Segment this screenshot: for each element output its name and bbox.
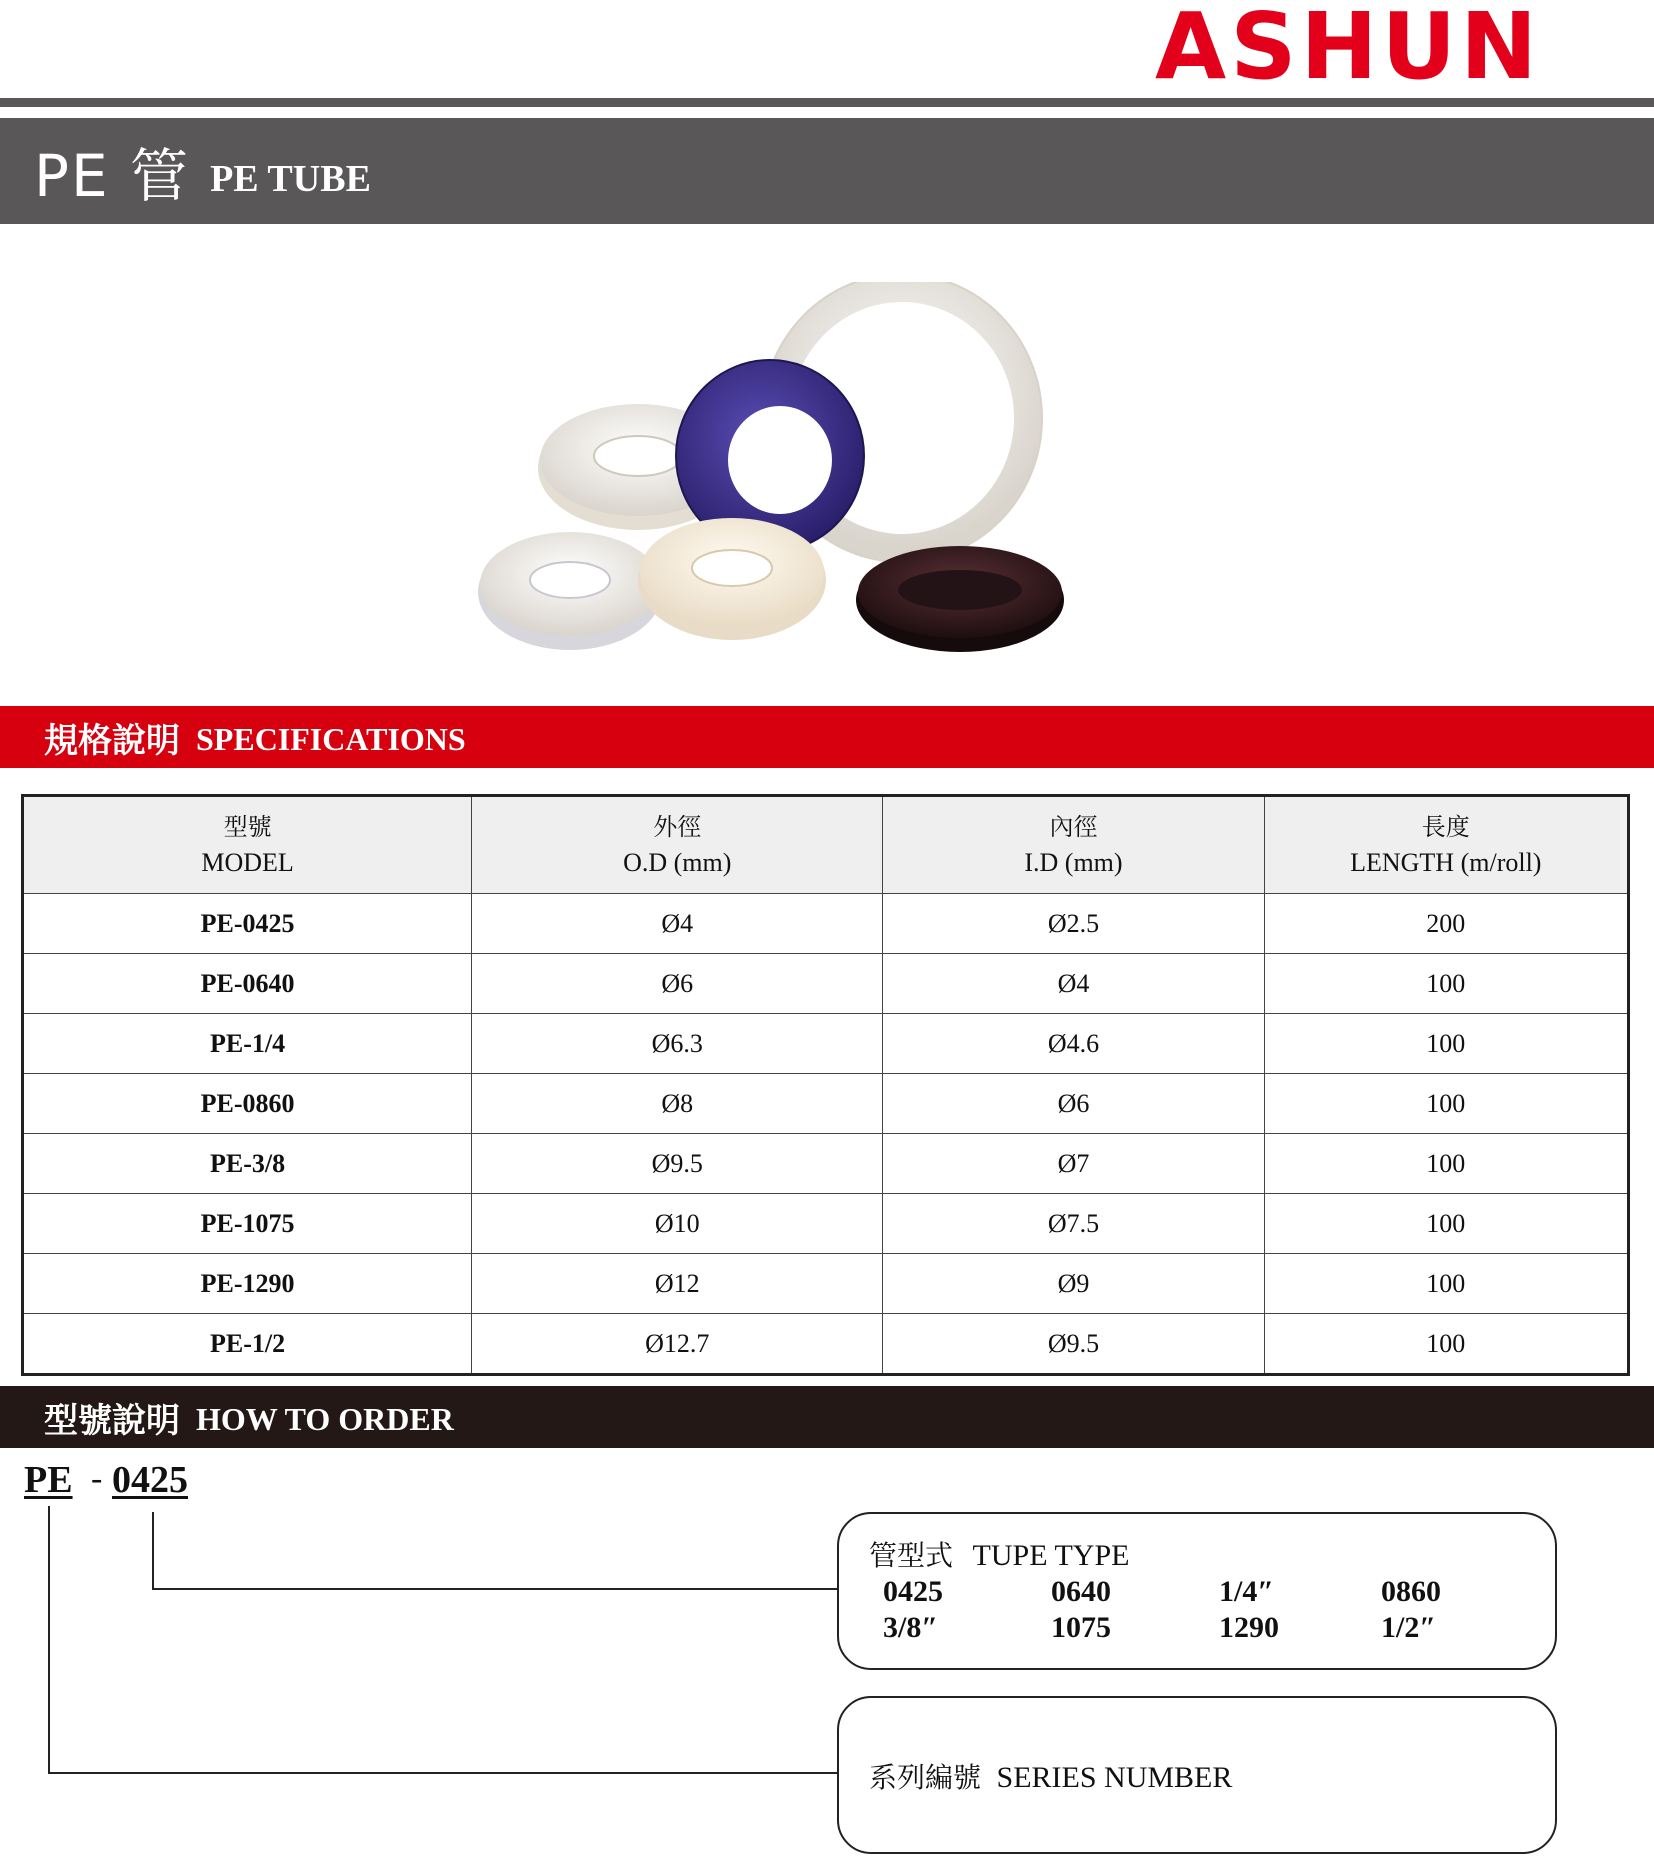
column-header-id — [883, 796, 1264, 894]
title-bar — [0, 118, 1654, 224]
page-title: PE 管 — [34, 142, 191, 210]
series-number-label-zh: 系列編號 — [869, 1761, 982, 1794]
connector-line — [48, 1772, 838, 1774]
cell-id: Ø9 — [883, 1254, 1264, 1314]
tube-coil-icon — [478, 532, 662, 650]
tube-type-box — [837, 1512, 1557, 1670]
cell-length: 100 — [1264, 1254, 1628, 1314]
column-header-zh: 內徑 — [1049, 813, 1098, 841]
series-number-label — [869, 1756, 1232, 1796]
cell-id: Ø7.5 — [883, 1194, 1264, 1254]
cell-od: Ø6 — [472, 954, 883, 1014]
connector-line — [152, 1512, 154, 1590]
cell-model: PE-1075 — [23, 1194, 472, 1254]
brand-logo-text: ASHUN — [1155, 0, 1542, 84]
table-row — [23, 1254, 1629, 1314]
cell-length: 100 — [1264, 954, 1628, 1014]
order-code-number: 0425 — [112, 1459, 188, 1501]
cell-od: Ø12 — [472, 1254, 883, 1314]
table-row — [23, 894, 1629, 954]
how-to-order-heading-zh: 型號說明 — [44, 1400, 180, 1441]
tube-type-option: 1075 — [1051, 1611, 1111, 1644]
specifications-table — [21, 794, 1630, 1376]
cell-length: 100 — [1264, 1314, 1628, 1375]
cell-id: Ø7 — [883, 1134, 1264, 1194]
cell-id: Ø6 — [883, 1074, 1264, 1134]
cell-model: PE-3/8 — [23, 1134, 472, 1194]
cell-length: 100 — [1264, 1194, 1628, 1254]
tube-type-option: 3/8″ — [883, 1611, 938, 1644]
cell-id: Ø4.6 — [883, 1014, 1264, 1074]
tube-type-label-en: TUPE TYPE — [972, 1539, 1130, 1572]
table-row — [23, 1074, 1629, 1134]
column-header-en: MODEL — [201, 848, 294, 877]
cell-od: Ø6.3 — [472, 1014, 883, 1074]
column-header-zh: 型號 — [223, 813, 272, 841]
specifications-heading — [0, 706, 1654, 768]
column-header-length — [1264, 796, 1628, 894]
cell-model: PE-0860 — [23, 1074, 472, 1134]
column-header-en: LENGTH (m/roll) — [1350, 848, 1542, 877]
tube-type-options — [883, 1574, 1503, 1646]
tube-type-label — [869, 1534, 1129, 1574]
tube-coil-icon — [856, 546, 1064, 652]
tube-type-option: 0640 — [1051, 1575, 1111, 1608]
tube-type-option: 1/2″ — [1381, 1611, 1436, 1644]
connector-line — [152, 1588, 838, 1590]
specifications-heading-zh: 規格說明 — [44, 720, 180, 761]
cell-model: PE-0640 — [23, 954, 472, 1014]
tube-type-option: 1290 — [1219, 1611, 1279, 1644]
series-number-box — [837, 1696, 1557, 1854]
column-header-zh: 外徑 — [653, 813, 702, 841]
cell-length: 100 — [1264, 1014, 1628, 1074]
cell-model: PE-0425 — [23, 894, 472, 954]
tube-type-option: 0860 — [1381, 1575, 1441, 1608]
tube-type-label-zh: 管型式 — [869, 1539, 954, 1572]
column-header-od — [472, 796, 883, 894]
order-code-prefix: PE — [24, 1459, 73, 1501]
specifications-heading-en: SPECIFICATIONS — [196, 720, 466, 757]
cell-model: PE-1290 — [23, 1254, 472, 1314]
cell-id: Ø9.5 — [883, 1314, 1264, 1375]
cell-model: PE-1/2 — [23, 1314, 472, 1375]
order-code-dash: - — [91, 1460, 103, 1497]
table-row — [23, 1134, 1629, 1194]
column-header-en: I.D (mm) — [1024, 848, 1123, 877]
table-header-row — [23, 796, 1629, 894]
cell-od: Ø8 — [472, 1074, 883, 1134]
product-photo — [470, 282, 1170, 672]
cell-id: Ø2.5 — [883, 894, 1264, 954]
header-rule — [0, 98, 1654, 107]
table-row — [23, 1014, 1629, 1074]
table-row — [23, 1194, 1629, 1254]
cell-length: 100 — [1264, 1134, 1628, 1194]
series-number-label-en: SERIES NUMBER — [996, 1761, 1233, 1794]
how-to-order-heading-en: HOW TO ORDER — [196, 1400, 454, 1437]
tube-type-option: 1/4″ — [1219, 1575, 1274, 1608]
how-to-order-heading — [0, 1386, 1654, 1448]
tube-type-option: 0425 — [883, 1575, 943, 1608]
cell-model: PE-1/4 — [23, 1014, 472, 1074]
page-subtitle: PE TUBE — [210, 158, 371, 200]
cell-od: Ø10 — [472, 1194, 883, 1254]
cell-od: Ø4 — [472, 894, 883, 954]
column-header-model — [23, 796, 472, 894]
column-header-en: O.D (mm) — [623, 848, 732, 877]
tube-coil-icon — [638, 518, 826, 640]
connector-line — [48, 1506, 50, 1774]
cell-od: Ø9.5 — [472, 1134, 883, 1194]
column-header-zh: 長度 — [1421, 813, 1470, 841]
table-row — [23, 1314, 1629, 1375]
table-row — [23, 954, 1629, 1014]
cell-length: 200 — [1264, 894, 1628, 954]
brand-logo — [1155, 0, 1587, 84]
cell-od: Ø12.7 — [472, 1314, 883, 1375]
cell-id: Ø4 — [883, 954, 1264, 1014]
cell-length: 100 — [1264, 1074, 1628, 1134]
